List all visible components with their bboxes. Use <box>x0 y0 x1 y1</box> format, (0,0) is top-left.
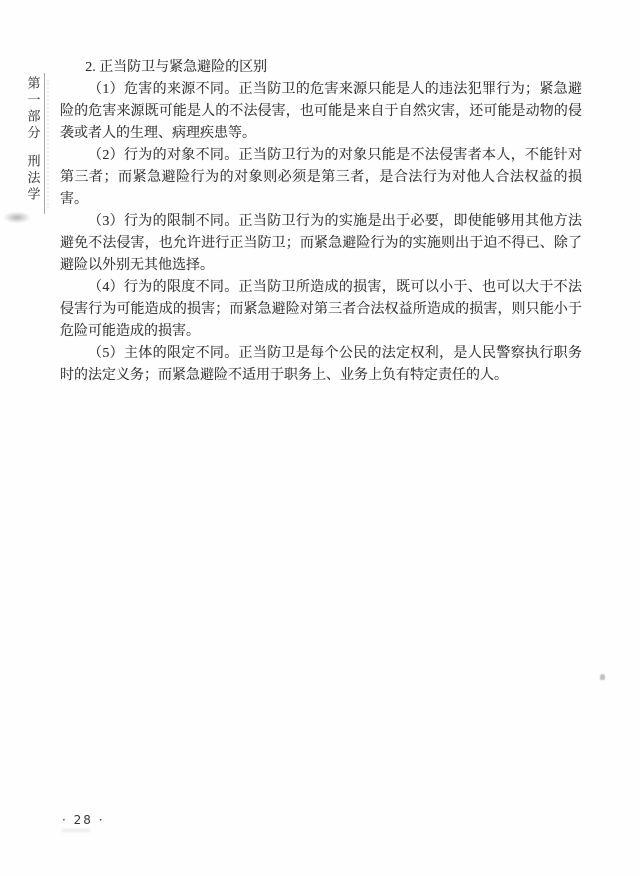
part-label: 第一部分 <box>25 76 41 142</box>
scan-smudge <box>4 212 30 223</box>
subject-label: 刑法学 <box>25 154 41 204</box>
paragraph-act-restriction: （3）行为的限制不同。正当防卫行为的实施是出于必要，即使能够用其他方法避免不法侵害，也允许进行正当防卫；而紧急避险行为的实施则出于迫不得已、除了避险以外别无其他选择。 <box>60 214 582 273</box>
page-text-block <box>60 57 582 387</box>
scan-smudge <box>62 829 90 832</box>
paragraph-subject-limitation: （5）主体的限定不同。正当防卫是每个公民的法定权利，是人民警察执行职务时的法定义务；而紧急避险不适用于职务上、业务上负有特定责任的人。 <box>60 346 582 383</box>
paragraph-act-target: （2）行为的对象不同。正当防卫行为的对象只能是不法侵害者本人，不能针对第三者；而紧急避险行为的对象则必须是第三者，是合法行为对他人合法权益的损害。 <box>60 148 582 207</box>
paragraph-act-limit: （4）行为的限度不同。正当防卫所造成的损害，既可以小于、也可以大于不法侵害行为可能造成的损害；而紧急避险对第三者合法权益所造成的损害，则只能小于危险可能造成的损害。 <box>60 280 582 339</box>
sidebar-divider-rule <box>44 73 45 214</box>
page-number: · 28 · <box>62 813 105 827</box>
scan-speck <box>600 674 605 680</box>
scan-ghost-line <box>47 80 51 208</box>
paragraph-harm-source: （1）危害的来源不同。正当防卫的危害来源只能是人的违法犯罪行为；紧急避险的危害来源既可能是人的不法侵害，也可能是来自于自然灾害，还可能是动物的侵袭或者人的生理、病理疾患等。 <box>60 82 582 141</box>
section-heading: 2. 正当防卫与紧急避险的区别 <box>85 60 268 75</box>
